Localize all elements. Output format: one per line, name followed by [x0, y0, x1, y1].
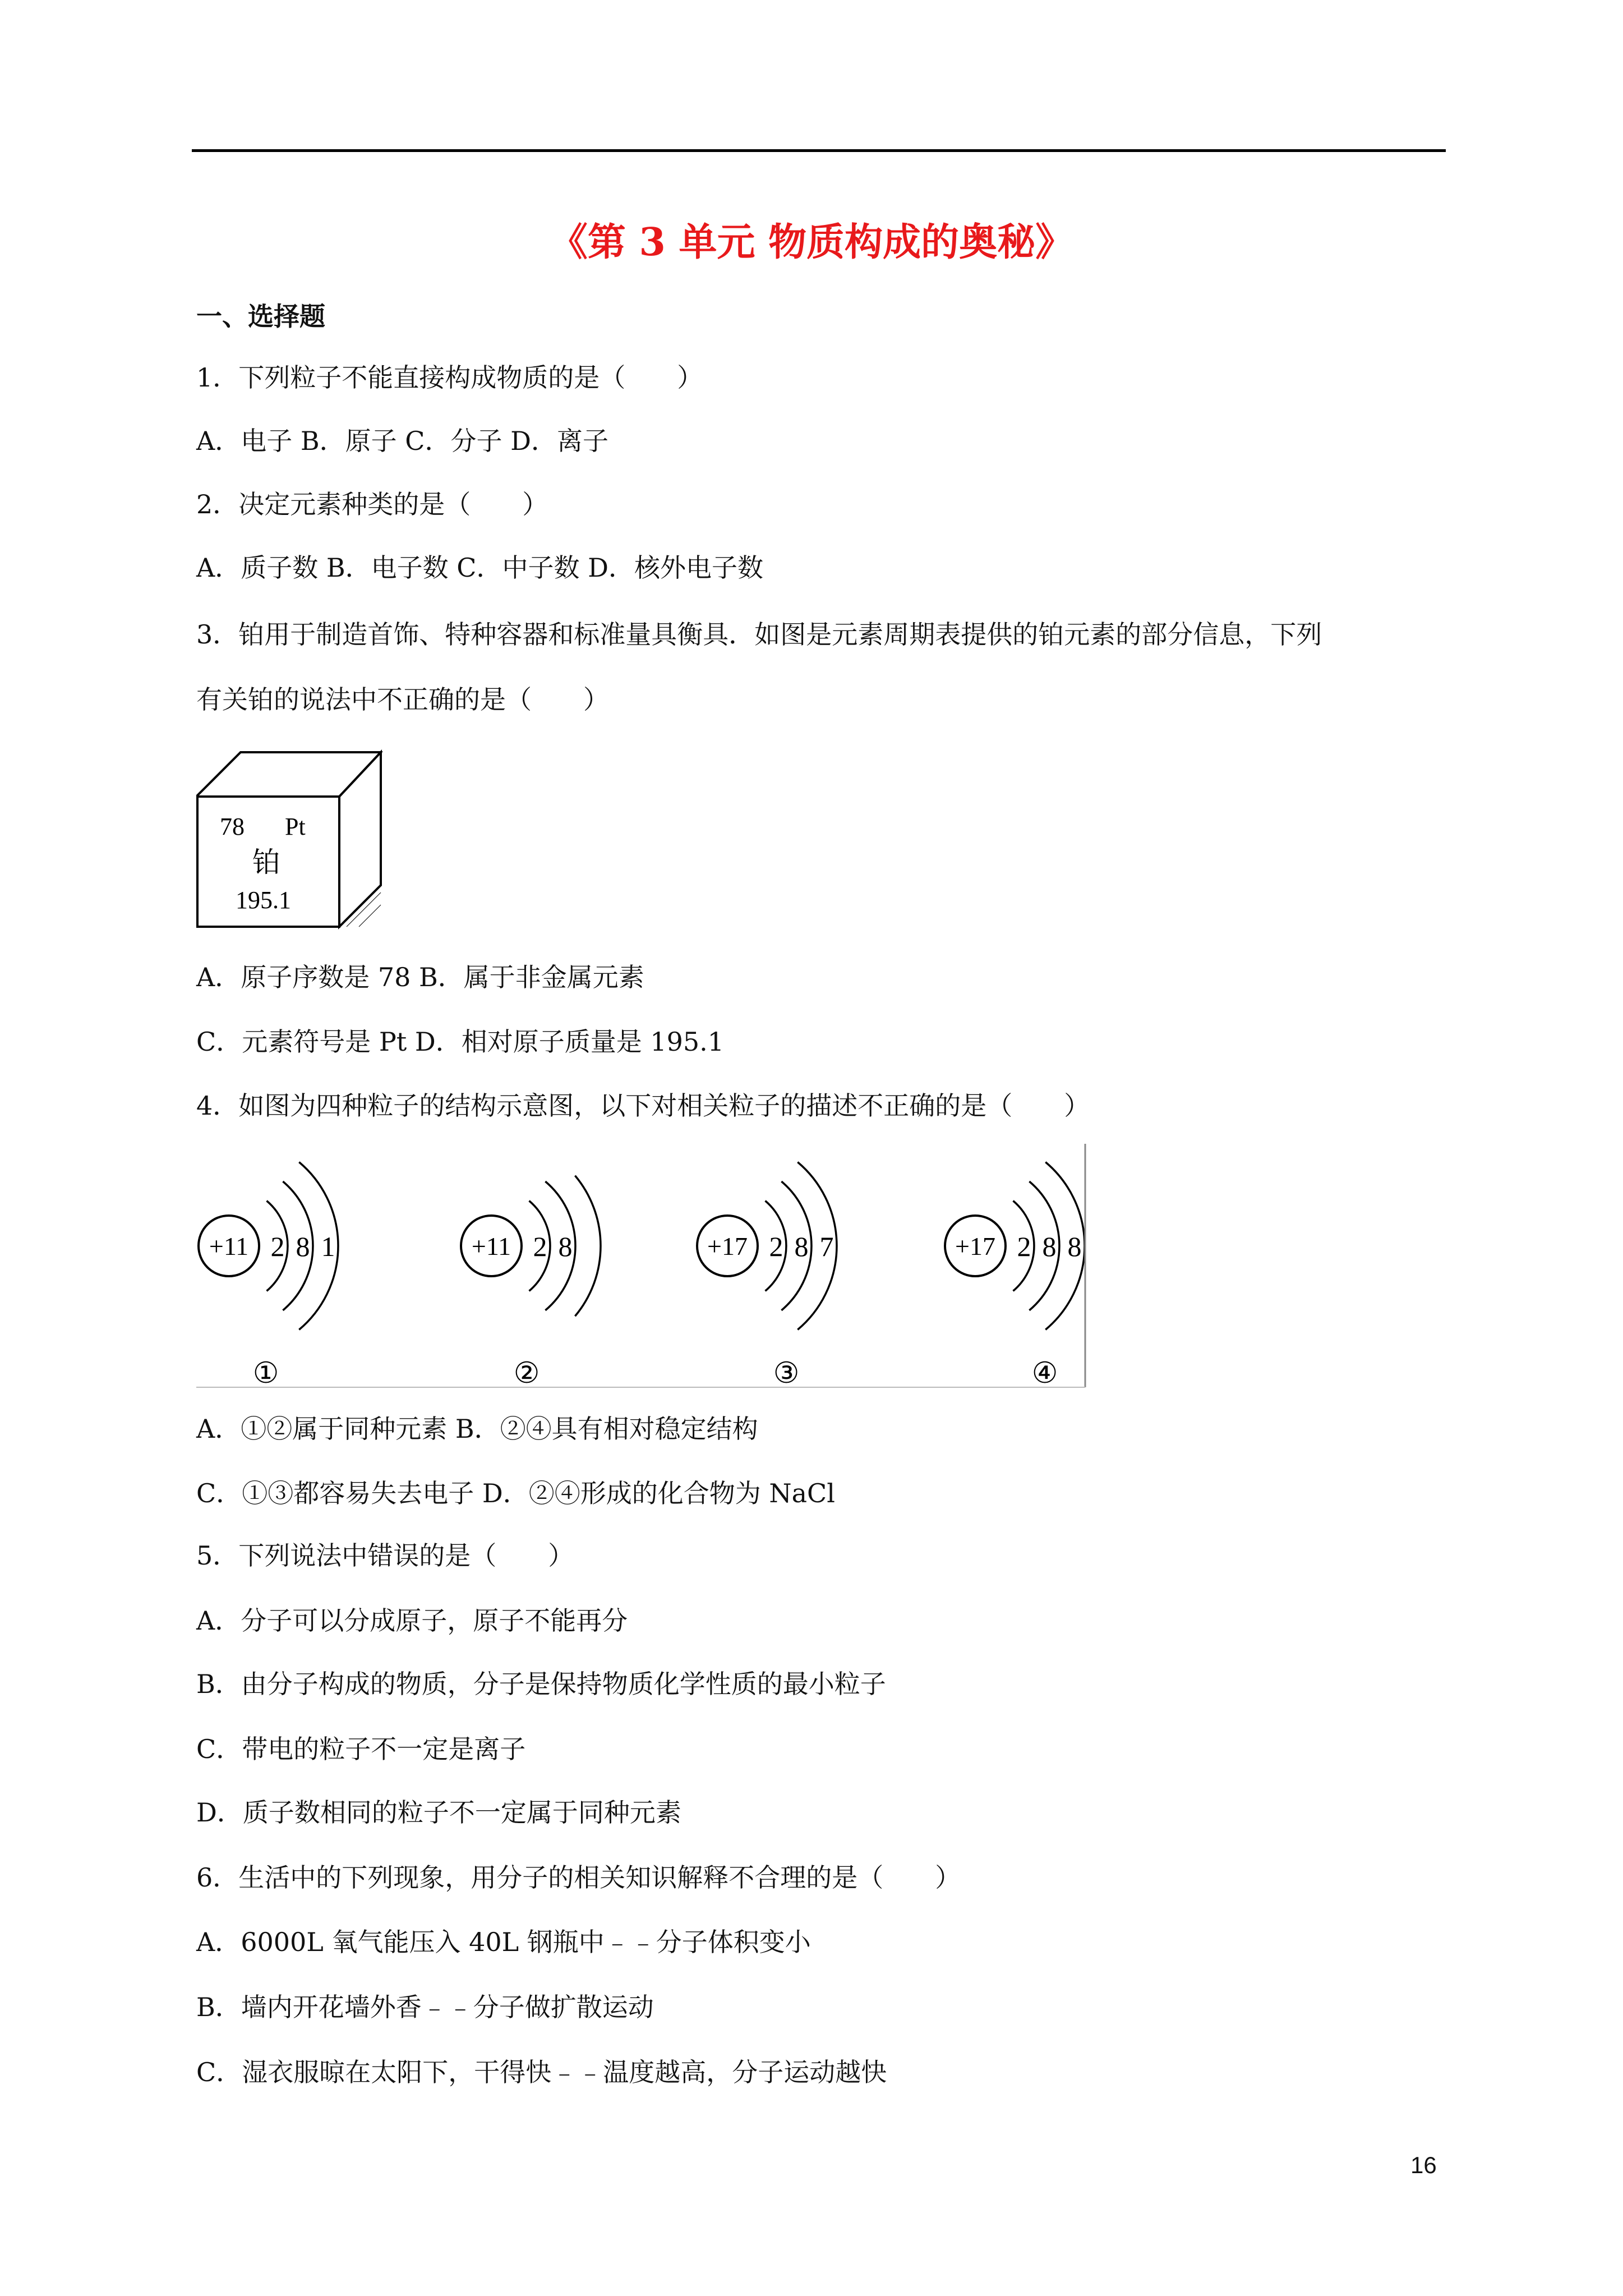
q2-options: A．质子数 B．电子数 C．中子数 D．核外电子数: [196, 553, 763, 583]
q5-stem: 5．下列说法中错误的是（ ）: [196, 1540, 574, 1571]
page-number: 16: [1410, 2152, 1437, 2178]
q6-option-c: C．湿衣服晾在太阳下，干得快﹣﹣温度越高，分子运动越快: [196, 2057, 887, 2087]
q1-options: A．电子 B．原子 C．分子 D．离子: [196, 426, 608, 456]
shell-electron-count: 8: [296, 1231, 310, 1262]
element-card-figure: [196, 749, 382, 930]
element-mass: 195.1: [236, 886, 291, 914]
element-number: 78: [220, 813, 245, 840]
atom-structure-figure: [196, 1144, 1088, 1388]
shell-electron-count: 2: [769, 1231, 783, 1262]
q6-stem: 6．生活中的下列现象，用分子的相关知识解释不合理的是（ ）: [196, 1862, 961, 1893]
shell-electron-count: 2: [533, 1231, 547, 1262]
q2-stem: 2．决定元素种类的是（ ）: [196, 489, 548, 519]
section-heading: 一、选择题: [196, 301, 325, 332]
q5-option-b: B．由分子构成的物质，分子是保持物质化学性质的最小粒子: [196, 1669, 886, 1699]
nucleus-charge: +11: [209, 1232, 249, 1260]
nucleus-charge: +17: [707, 1232, 748, 1260]
q5-option-a: A．分子可以分成原子，原子不能再分: [196, 1605, 628, 1636]
q5-option-d: D．质子数相同的粒子不一定属于同种元素: [196, 1797, 681, 1828]
element-symbol: Pt: [285, 813, 306, 840]
shell-electron-count: 8: [1067, 1231, 1082, 1262]
q4-options-cd: C．①③都容易失去电子 D．②④形成的化合物为 NaCl: [196, 1478, 835, 1508]
particle-4: [945, 1162, 1085, 1388]
q3-stem-line1: 3．铂用于制造首饰、特种容器和标准量具衡具．如图是元素周期表提供的铂元素的部分信息，下列: [196, 619, 1322, 650]
nucleus-charge: +11: [471, 1232, 511, 1260]
particle-label: ③: [773, 1358, 800, 1388]
particle-label: ②: [513, 1358, 540, 1388]
electron-shell-arc: [575, 1176, 601, 1317]
shell-electron-count: 8: [558, 1231, 573, 1262]
particle-2: [461, 1176, 601, 1388]
element-name: 铂: [252, 846, 280, 878]
q4-stem: 4．如图为四种粒子的结构示意图，以下对相关粒子的描述不正确的是（ ）: [196, 1091, 1090, 1121]
header-rule: [192, 149, 1446, 152]
q6-option-b: B．墙内开花墙外香﹣﹣分子做扩散运动: [196, 1992, 654, 2022]
q5-option-c: C．带电的粒子不一定是离子: [196, 1734, 526, 1764]
q3-options-cd: C．元素符号是 Pt D．相对原子质量是 195.1: [196, 1027, 725, 1057]
particle-1: [199, 1162, 338, 1388]
particle-label: ①: [252, 1358, 279, 1388]
q4-options-ab: A．①②属于同种元素 B．②④具有相对稳定结构: [196, 1414, 758, 1444]
nucleus-charge: +17: [955, 1232, 995, 1260]
shell-electron-count: 8: [794, 1231, 809, 1262]
particle-label: ④: [1031, 1358, 1058, 1388]
q3-options-ab: A．原子序数是 78 B．属于非金属元素: [196, 962, 644, 992]
shell-electron-count: 2: [1017, 1231, 1031, 1262]
shell-electron-count: 8: [1042, 1231, 1057, 1262]
shell-electron-count: 1: [321, 1231, 335, 1262]
shell-electron-count: 7: [819, 1231, 834, 1262]
shell-electron-count: 2: [270, 1231, 285, 1262]
q1-stem: 1．下列粒子不能直接构成物质的是（ ）: [196, 362, 703, 393]
q3-stem-line2: 有关铂的说法中不正确的是（ ）: [196, 684, 609, 715]
particle-3: [697, 1162, 837, 1388]
q6-option-a: A．6000L 氧气能压入 40L 钢瓶中﹣﹣分子体积变小: [196, 1927, 811, 1957]
page-title: 《第 3 单元 物质构成的奥秘》: [549, 220, 1074, 265]
